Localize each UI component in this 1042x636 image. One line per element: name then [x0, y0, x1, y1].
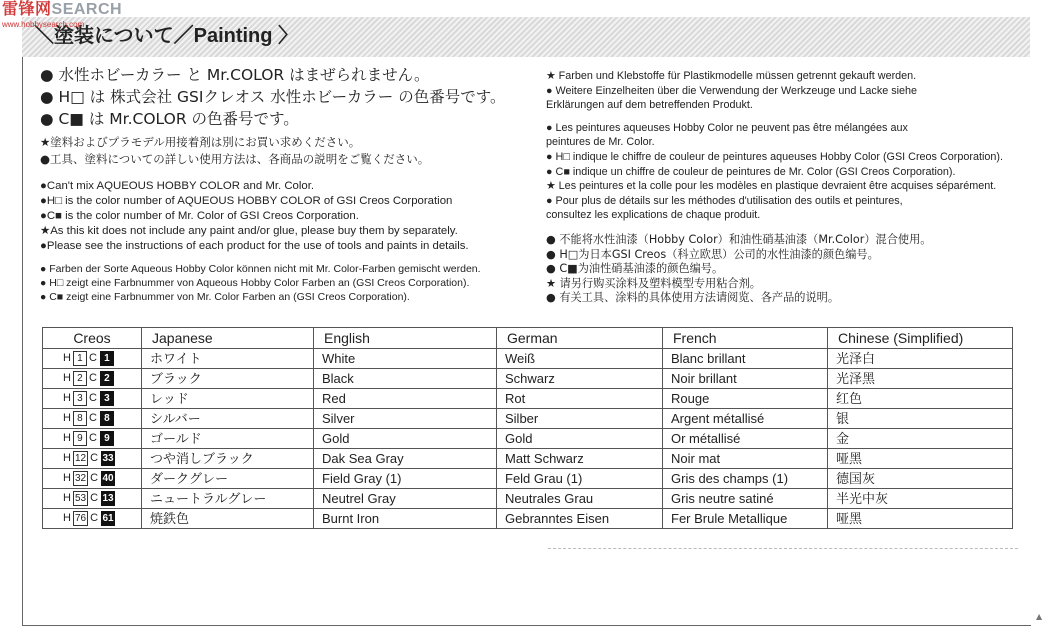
- hobby-color-number: 32: [74, 472, 87, 484]
- header-french: French: [663, 328, 828, 349]
- de-note-3: ● C■ zeigt eine Farbnummer von Mr. Color Farben an (GSI Creos Corporation).: [40, 291, 410, 303]
- japanese-name: ブラック: [142, 369, 314, 389]
- table-row: [43, 369, 1013, 389]
- mr-color-number: 2: [100, 371, 114, 386]
- watermark-brand-right: SEARCH: [51, 1, 123, 18]
- c-prefix: C: [88, 412, 97, 424]
- japanese-name: 焼鉄色: [142, 509, 314, 529]
- h-prefix: H: [63, 352, 71, 364]
- table-row: [43, 489, 1013, 509]
- french-name: Argent métallisé: [663, 409, 828, 429]
- h-prefix: H: [63, 512, 71, 524]
- fr-note-5: ★ Les peintures et la colle pour les modèles en plastique devraient être acquises séparément.: [546, 180, 997, 193]
- c-prefix: C: [88, 392, 97, 404]
- table-row: [43, 469, 1013, 489]
- hobby-color-number: 76: [74, 512, 87, 524]
- japanese-name: ホワイト: [142, 349, 314, 369]
- french-name: Noir mat: [663, 449, 828, 469]
- en-note-4: ★As this kit does not include any paint and/or glue, please buy them by separately.: [40, 225, 458, 237]
- jp-note-1: ● 水性ホビーカラー と Mr.COLOR はまぜられません。: [40, 66, 430, 84]
- mr-color-number: 33: [102, 452, 114, 464]
- english-name: Black: [314, 369, 497, 389]
- h-prefix: H: [63, 492, 71, 504]
- french-name: Gris neutre satiné: [663, 489, 828, 509]
- chinese-name: 光泽黑: [828, 369, 1013, 389]
- creos-code-cell: [43, 389, 142, 409]
- section-title: ＼塗装について／Painting 〉: [34, 25, 299, 47]
- jp-note-4: ★塗料およびプラモデル用接着剤は別にお買い求めください。: [40, 135, 361, 149]
- hobby-color-number: 53: [74, 492, 87, 504]
- fr-note-3: ● H□ indique le chiffre de couleur de peintures aqueuses Hobby Color (GSI Creos Corporation).: [546, 150, 1003, 163]
- de-right-note-2: ● Weitere Einzelheiten über die Verwendung der Werkzeuge und Lacke siehe: [546, 84, 918, 97]
- c-prefix: C: [90, 472, 99, 484]
- chinese-name: 哑黑: [828, 449, 1013, 469]
- creos-code-cell: [43, 369, 142, 389]
- french-name: Rouge: [663, 389, 828, 409]
- creos-code-cell: [43, 349, 142, 369]
- english-name: Dak Sea Gray: [314, 449, 497, 469]
- japanese-name: ニュートラルグレー: [142, 489, 314, 509]
- c-prefix: C: [90, 512, 99, 524]
- h-prefix: H: [63, 412, 71, 424]
- creos-code-cell: [43, 429, 142, 449]
- english-name: Silver: [314, 409, 497, 429]
- chinese-notes: [546, 234, 931, 307]
- de-note-1: ● Farben der Sorte Aqueous Hobby Color können nicht mit Mr. Color-Farben gemischt werden.: [40, 263, 481, 275]
- fr-note-7: consultez les explications de chaque produit.: [546, 209, 761, 222]
- en-note-3: ●C■ is the color number of Mr. Color of GSI Creos Corporation.: [40, 210, 359, 222]
- german-french-notes: [546, 71, 1003, 225]
- chinese-name: 光泽白: [828, 349, 1013, 369]
- english-name: Red: [314, 389, 497, 409]
- fr-note-1: ● Les peintures aqueuses Hobby Color ne peuvent pas être mélangées aux: [546, 121, 908, 134]
- de-right-note-1: ★ Farben und Klebstoffe für Plastikmodelle müssen getrennt gekauft werden.: [546, 70, 917, 82]
- creos-code-cell: [43, 489, 142, 509]
- zh-note-5: ● 有关工具、涂料的具体使用方法请阅览、各产品的说明。: [546, 291, 840, 304]
- japanese-name: ゴールド: [142, 429, 314, 449]
- h-prefix: H: [63, 432, 71, 444]
- chinese-name: 哑黑: [828, 509, 1013, 529]
- japanese-notes-main: [40, 68, 506, 134]
- english-name: White: [314, 349, 497, 369]
- h-prefix: H: [63, 472, 71, 484]
- mr-color-number: 9: [100, 431, 114, 446]
- chinese-name: 金: [828, 429, 1013, 449]
- table-header-row: [43, 328, 1013, 349]
- jp-note-2: ● H□ は 株式会社 GSIクレオス 水性ホビーカラー の色番号です。: [40, 88, 506, 106]
- header-japanese: Japanese: [142, 328, 314, 349]
- header-german: German: [497, 328, 663, 349]
- hobby-color-number: 8: [73, 411, 87, 426]
- h-prefix: H: [63, 452, 71, 464]
- english-name: Gold: [314, 429, 497, 449]
- japanese-notes-small: [40, 137, 429, 171]
- watermark-brand-left: 雷锋网: [2, 1, 52, 18]
- zh-note-2: ● H□为日本GSI Creos（科立欧思）公司的水性油漆的颜色编号。: [546, 247, 879, 261]
- c-prefix: C: [90, 452, 99, 464]
- hobby-color-number: 12: [74, 452, 87, 464]
- french-name: Fer Brule Metallique: [663, 509, 828, 529]
- german-name: Feld Grau (1): [497, 469, 663, 489]
- table-row: [43, 449, 1013, 469]
- german-name: Weiß: [497, 349, 663, 369]
- mr-color-number: 8: [100, 411, 114, 426]
- french-name: Noir brillant: [663, 369, 828, 389]
- mr-color-number: 40: [102, 472, 114, 484]
- english-name: Neutrel Gray: [314, 489, 497, 509]
- c-prefix: C: [88, 352, 97, 364]
- en-note-1: ●Can't mix AQUEOUS HOBBY COLOR and Mr. Color.: [40, 180, 315, 192]
- table-row: [43, 389, 1013, 409]
- color-table: [42, 327, 1013, 529]
- chinese-name: 半光中灰: [828, 489, 1013, 509]
- table-row: [43, 429, 1013, 449]
- c-prefix: C: [90, 492, 99, 504]
- german-name: Gold: [497, 429, 663, 449]
- en-note-2: ●H□ is the color number of AQUEOUS HOBBY COLOR of GSI Creos Corporation: [40, 195, 453, 207]
- chinese-name: 银: [828, 409, 1013, 429]
- header-english: English: [314, 328, 497, 349]
- section-header: [22, 17, 1030, 57]
- french-name: Gris des champs (1): [663, 469, 828, 489]
- mr-color-number: 13: [102, 492, 114, 504]
- creos-code-cell: [43, 469, 142, 489]
- de-note-2: ● H□ zeigt eine Farbnummer von Aqueous Hobby Color Farben an (GSI Creos Corporation).: [40, 277, 470, 289]
- chinese-name: 德国灰: [828, 469, 1013, 489]
- h-prefix: H: [63, 372, 71, 384]
- fr-note-4: ● C■ indique un chiffre de couleur de peintures de Mr. Color (GSI Creos Corporation).: [546, 165, 956, 178]
- english-name: Burnt Iron: [314, 509, 497, 529]
- header-chinese: Chinese (Simplified): [828, 328, 1013, 349]
- de-right-note-3: Erklärungen auf dem betreffenden Produkt.: [546, 99, 753, 112]
- hobby-color-number: 9: [73, 431, 87, 446]
- hobby-color-number: 3: [73, 391, 87, 406]
- english-name: Field Gray (1): [314, 469, 497, 489]
- creos-code-cell: [43, 409, 142, 429]
- hobby-color-number: 1: [73, 351, 87, 366]
- german-name: Silber: [497, 409, 663, 429]
- table-row: [43, 509, 1013, 529]
- divider: [548, 548, 1018, 549]
- mr-color-number: 61: [102, 512, 114, 524]
- jp-note-3: ● C■ は Mr.COLOR の色番号です。: [40, 110, 299, 128]
- german-name: Schwarz: [497, 369, 663, 389]
- hobby-color-number: 2: [73, 371, 87, 386]
- japanese-name: シルバー: [142, 409, 314, 429]
- corner-mark: ▲: [1036, 612, 1042, 621]
- creos-code-cell: [43, 509, 142, 529]
- table-row: [43, 409, 1013, 429]
- table-body: [43, 349, 1013, 529]
- mr-color-number: 1: [100, 351, 114, 366]
- c-prefix: C: [88, 372, 97, 384]
- zh-note-1: ● 不能将水性油漆（Hobby Color）和油性硝基油漆（Mr.Color）混合使用。: [546, 233, 932, 246]
- table-row: [43, 349, 1013, 369]
- french-name: Or métallisé: [663, 429, 828, 449]
- chinese-name: 红色: [828, 389, 1013, 409]
- japanese-name: レッド: [142, 389, 314, 409]
- zh-note-3: ● C■为油性硝基油漆的颜色编号。: [546, 262, 724, 275]
- japanese-name: ダークグレー: [142, 469, 314, 489]
- german-name: Matt Schwarz: [497, 449, 663, 469]
- english-notes: [40, 181, 469, 256]
- fr-note-2: peintures de Mr. Color.: [546, 136, 655, 149]
- german-notes: [40, 264, 481, 306]
- creos-code-cell: [43, 449, 142, 469]
- german-name: Rot: [497, 389, 663, 409]
- c-prefix: C: [88, 432, 97, 444]
- mr-color-number: 3: [100, 391, 114, 406]
- en-note-5: ●Please see the instructions of each product for the use of tools and paints in details.: [40, 240, 469, 252]
- german-name: Gebranntes Eisen: [497, 509, 663, 529]
- japanese-name: つや消しブラック: [142, 449, 314, 469]
- watermark-logo: [2, 2, 122, 18]
- watermark-url: www.hobbysearch.com: [2, 20, 85, 29]
- german-name: Neutrales Grau: [497, 489, 663, 509]
- h-prefix: H: [63, 392, 71, 404]
- zh-note-4: ★ 请另行购买涂料及塑料模型专用粘合剂。: [546, 276, 761, 290]
- french-name: Blanc brillant: [663, 349, 828, 369]
- jp-note-5: ●工具、塗料についての詳しい使用方法は、各商品の説明をご覧ください。: [40, 152, 430, 166]
- header-creos: Creos: [43, 328, 142, 349]
- fr-note-6: ● Pour plus de détails sur les méthodes d'utilisation des outils et peintures,: [546, 194, 903, 207]
